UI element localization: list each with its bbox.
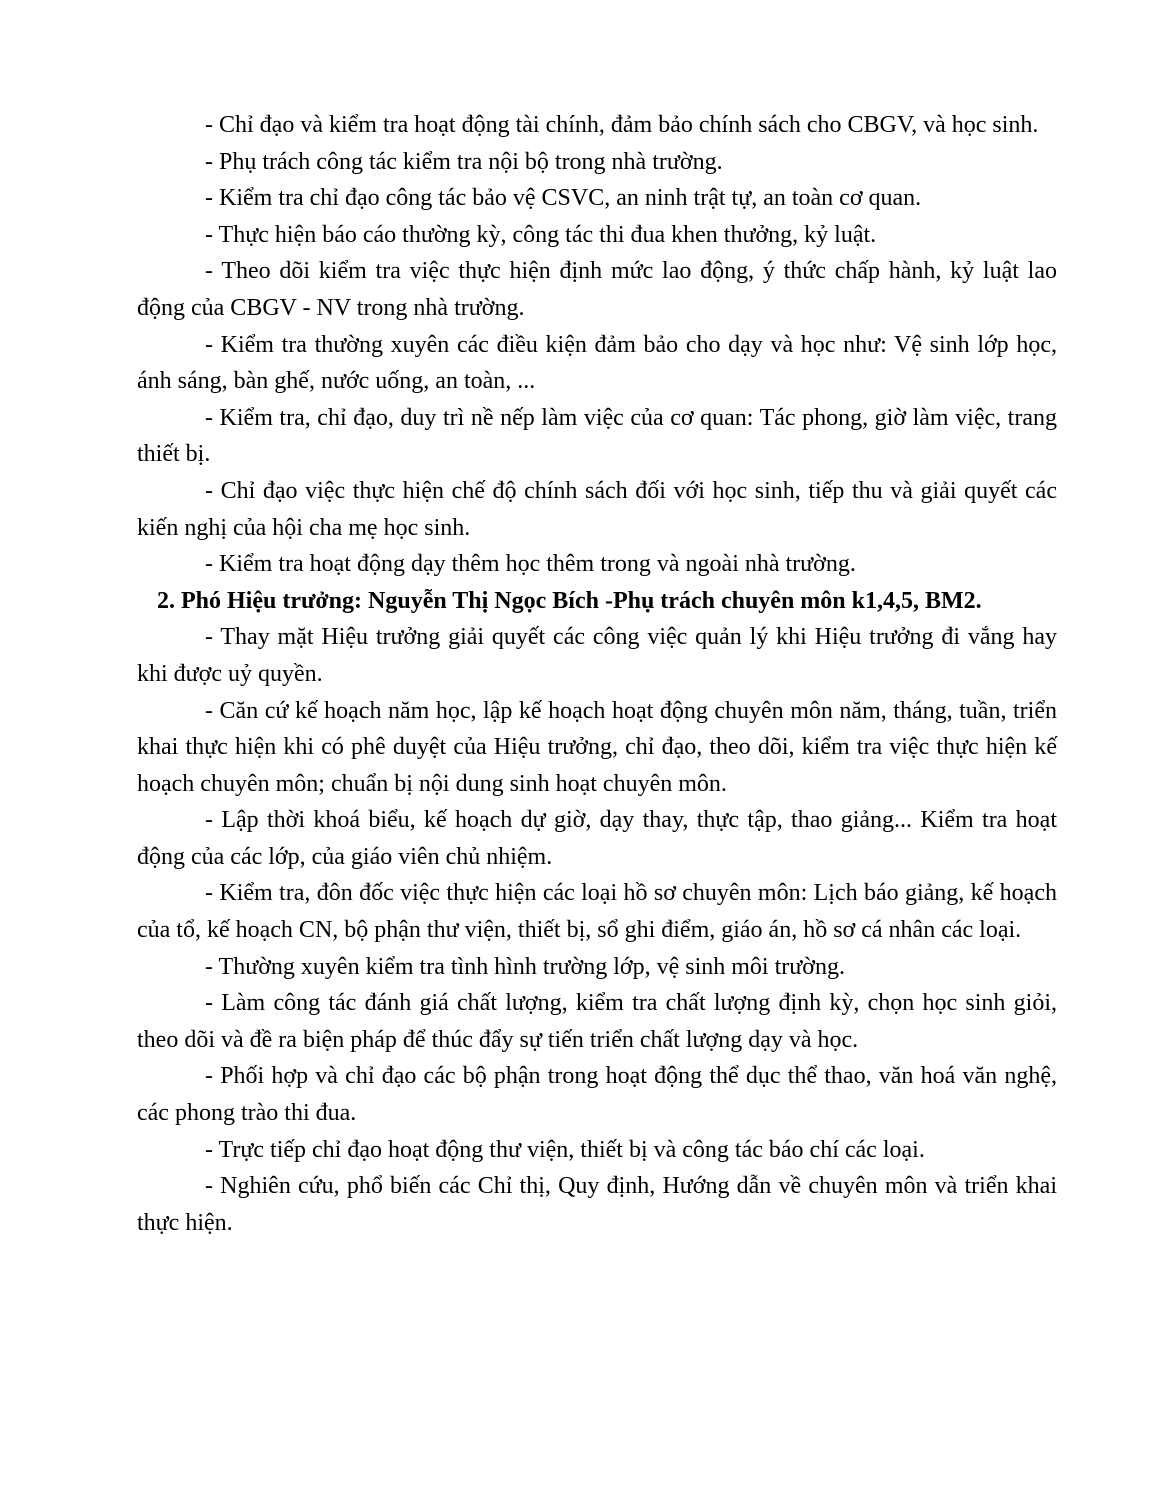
paragraph: - Trực tiếp chỉ đạo hoạt động thư viện, thiết bị và công tác báo chí các loại. (205, 1136, 925, 1163)
paragraph: - Thực hiện báo cáo thường kỳ, công tác thi đua khen thưởng, kỷ luật. (205, 221, 877, 248)
paragraph: - Nghiên cứu, phổ biến các Chỉ thị, Quy định, Hướng dẫn về chuyên môn và triển khai thực hiện. (137, 1173, 1057, 1236)
paragraph: - Theo dõi kiểm tra việc thực hiện định mức lao động, ý thức chấp hành, kỷ luật lao động của CBGV - NV trong nhà trường. (137, 258, 1057, 321)
paragraph: - Lập thời khoá biểu, kế hoạch dự giờ, dạy thay, thực tập, thao giảng... Kiểm tra hoạt động của các lớp, của giáo viên chủ nhiệm. (137, 807, 1057, 870)
document-body (137, 107, 1057, 1241)
paragraph: - Thường xuyên kiểm tra tình hình trường lớp, vệ sinh môi trường. (205, 953, 845, 980)
paragraph: - Căn cứ kế hoạch năm học, lập kế hoạch hoạt động chuyên môn năm, tháng, tuần, triển khai thực hiện khi có phê duyệt của Hiệu trưởng, chỉ đạo, theo dõi, kiểm tra việc thực hiện kế hoạch chuyên môn; chuẩn bị nội dung sinh hoạt chuyên môn. (137, 697, 1057, 797)
paragraph: - Chỉ đạo việc thực hiện chế độ chính sách đối với học sinh, tiếp thu và giải quyết các kiến nghị của hội cha mẹ học sinh. (137, 477, 1057, 541)
paragraph: - Kiểm tra thường xuyên các điều kiện đảm bảo cho dạy và học như: Vệ sinh lớp học, ánh sáng, bàn ghế, nước uống, an toàn, ... (137, 331, 1057, 395)
paragraph: - Kiểm tra chỉ đạo công tác bảo vệ CSVC, an ninh trật tự, an toàn cơ quan. (205, 185, 922, 212)
paragraph: - Làm công tác đánh giá chất lượng, kiểm tra chất lượng định kỳ, chọn học sinh giỏi, theo dõi và đề ra biện pháp để thúc đẩy sự tiến triển chất lượng dạy và học. (137, 990, 1057, 1053)
paragraph: - Thay mặt Hiệu trưởng giải quyết các công việc quản lý khi Hiệu trưởng đi vắng hay khi được uỷ quyền. (137, 624, 1057, 687)
paragraph: - Phối hợp và chỉ đạo các bộ phận trong hoạt động thể dục thể thao, văn hoá văn nghệ, các phong trào thi đua. (137, 1063, 1057, 1127)
paragraph: - Kiểm tra, đôn đốc việc thực hiện các loại hồ sơ chuyên môn: Lịch báo giảng, kế hoạch của tổ, kế hoạch CN, bộ phận thư viện, thiết bị, sổ ghi điểm, giáo án, hồ sơ cá nhân các loại. (137, 880, 1057, 944)
section-heading: 2. Phó Hiệu trưởng: Nguyễn Thị Ngọc Bích -Phụ trách chuyên môn k1,4,5, BM2. (157, 587, 982, 614)
paragraph: - Kiểm tra hoạt động dạy thêm học thêm trong và ngoài nhà trường. (205, 551, 856, 578)
paragraph: - Phụ trách công tác kiểm tra nội bộ trong nhà trường. (205, 148, 723, 175)
paragraph: - Kiểm tra, chỉ đạo, duy trì nề nếp làm việc của cơ quan: Tác phong, giờ làm việc, trang thiết bị. (137, 404, 1057, 468)
paragraph: - Chỉ đạo và kiểm tra hoạt động tài chính, đảm bảo chính sách cho CBGV, và học sinh. (205, 112, 1039, 138)
